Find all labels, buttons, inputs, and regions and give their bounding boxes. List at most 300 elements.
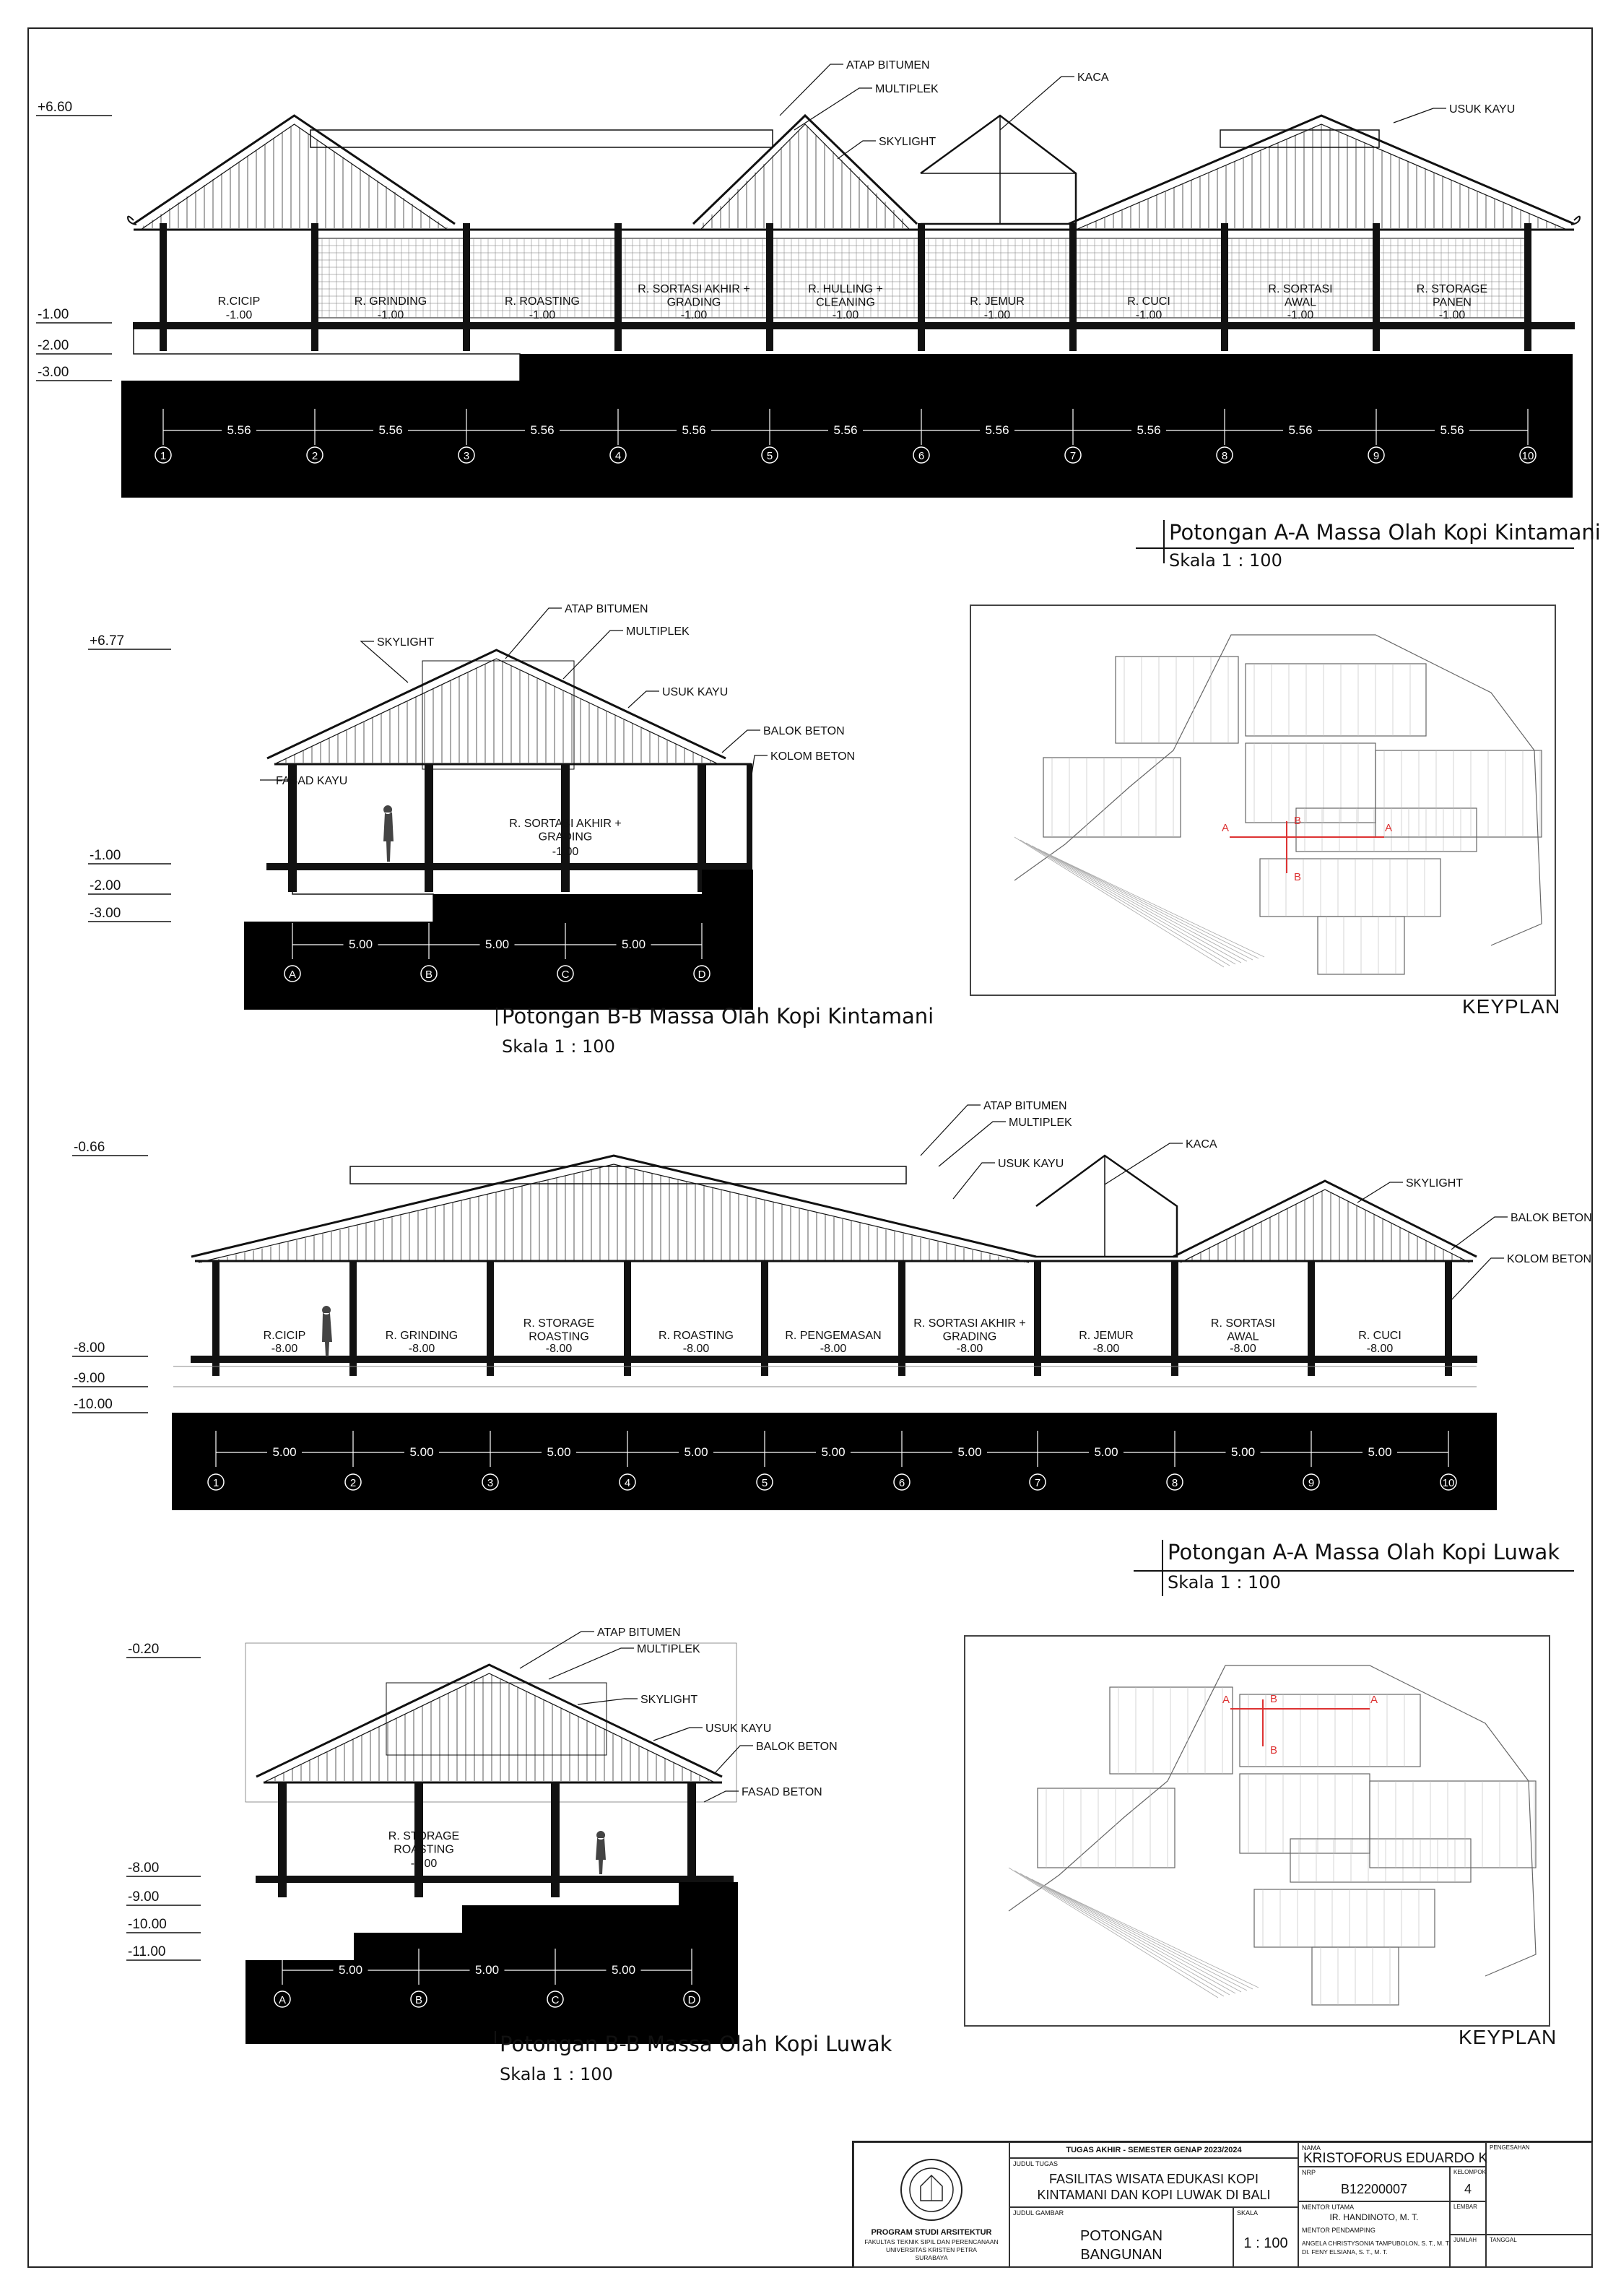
s3-footing xyxy=(625,1362,630,1375)
s4-callout-usuk-kayu: USUK KAYU xyxy=(705,1723,772,1735)
section-aa-kintamani-scale: Skala 1 : 100 xyxy=(1169,550,1282,571)
s1-level-3: -3.00 xyxy=(38,365,69,380)
s3-grid-label: 2 xyxy=(349,1477,357,1489)
s2-callout-kolom-beton-leader xyxy=(751,755,768,780)
tb-university: UNIVERSITAS KRISTEN PETRA xyxy=(886,2246,977,2253)
s4-footing xyxy=(552,1882,559,1897)
section-aa-luwak-title: Potongan A-A Massa Olah Kopi Luwak xyxy=(1168,1540,1560,1564)
keyplan-mark-a: A xyxy=(1221,822,1230,834)
s3-callout-kolom-beton: KOLOM BETON xyxy=(1507,1253,1592,1265)
s2-level-3: -3.00 xyxy=(90,906,121,921)
s3-column xyxy=(899,1261,905,1356)
keyplan-terrace-line xyxy=(1020,840,1230,966)
keyplan-terrace-line xyxy=(1049,1888,1259,1988)
s1-callout-multiplek: MULTIPLEK xyxy=(875,83,939,95)
s3-footing xyxy=(1308,1362,1314,1375)
s1-room-name: R. HULLING + CLEANING xyxy=(808,283,883,309)
s1-ridge-box xyxy=(310,130,773,147)
keyplan-site-outline xyxy=(1014,635,1542,945)
s3-callout-skylight: SKYLIGHT xyxy=(1406,1177,1464,1190)
keyplan-mark-a: A xyxy=(1222,1694,1230,1706)
s1-dim-label: 5.56 xyxy=(378,423,403,437)
s2-ground xyxy=(244,922,753,1010)
s2-dim-label: 5.00 xyxy=(348,937,373,951)
s1-room-name: R. CUCI xyxy=(1127,295,1170,308)
section-bb-luwak-title: Potongan B-B Massa Olah Kopi Luwak xyxy=(500,2032,892,2056)
s2-room-level: -1.00 xyxy=(552,846,579,858)
s4-level-floor: -8.00 xyxy=(128,1860,160,1876)
tb-mentor-cell xyxy=(1298,2201,1450,2268)
s3-column xyxy=(1308,1261,1314,1356)
s1-room-name: R. ROASTING xyxy=(504,295,581,308)
s3-callout-kolom-beton-leader xyxy=(1451,1258,1504,1300)
title-block xyxy=(852,2141,1593,2268)
s1-footing xyxy=(918,329,924,350)
s3-grid-label: 3 xyxy=(487,1477,494,1489)
s4-room-level: -8.00 xyxy=(410,1858,438,1870)
s2-ground-step xyxy=(433,894,753,922)
s4-callout-atap-bitumen: ATAP BITUMEN xyxy=(597,1626,681,1639)
s3-room-name: R. ROASTING xyxy=(658,1330,734,1342)
tb-judul-tugas-2: KINTAMANI DAN KOPI LUWAK DI BALI xyxy=(1037,2188,1271,2202)
tb-pengesahan-label: PENGESAHAN xyxy=(1490,2144,1530,2151)
tb-nama: KRISTOFORUS EDUARDO K xyxy=(1303,2151,1488,2166)
s1-callout-atap-bitumen: ATAP BITUMEN xyxy=(846,59,930,72)
s2-human-figure xyxy=(383,805,394,862)
s4-column xyxy=(688,1782,695,1876)
s4-callout-fasad-beton: FASAD BETON xyxy=(742,1786,822,1798)
s1-column xyxy=(1222,224,1227,323)
s3-floor-slab xyxy=(191,1356,1477,1362)
s1-room-level: -1.00 xyxy=(1438,309,1466,321)
s2-column xyxy=(425,764,433,864)
s2-footing xyxy=(425,870,433,891)
tb-judul-gambar-cell xyxy=(1009,2207,1233,2268)
tb-jumlah-label: JUMLAH xyxy=(1453,2237,1477,2243)
keyplan-terrace-line xyxy=(1026,1876,1235,1993)
tb-nrp-cell xyxy=(1298,2167,1450,2201)
s1-room-level: -1.00 xyxy=(832,309,859,321)
s1-level-top: +6.60 xyxy=(38,100,73,115)
s2-floor-slab xyxy=(267,864,751,870)
s3-room-name: R. PENGEMASAN xyxy=(785,1330,882,1342)
keyplan-terrace-line xyxy=(1014,1871,1224,1996)
s3-column xyxy=(487,1261,493,1356)
section-bb-luwak xyxy=(0,1611,939,2044)
s4-level-4: -11.00 xyxy=(128,1944,166,1959)
keyplan-terrace-line xyxy=(1055,857,1264,957)
keyplan-terrace-line xyxy=(1043,852,1253,960)
s3-dim-label: 5.00 xyxy=(272,1445,297,1459)
s2-callout-balok-beton-leader xyxy=(722,730,760,753)
s3-grid-label: 9 xyxy=(1308,1477,1315,1489)
section-bb-kintamani xyxy=(0,592,939,1026)
s3-column xyxy=(1172,1261,1178,1356)
s3-grid-label: 7 xyxy=(1034,1477,1041,1489)
university-seal-icon xyxy=(899,2157,964,2222)
s4-roof-inner xyxy=(264,1673,715,1782)
tb-tanggal-label: TANGGAL xyxy=(1490,2237,1517,2243)
s3-dim-label: 5.00 xyxy=(957,1445,982,1459)
s2-callout-usuk-kayu-leader xyxy=(628,691,659,708)
s3-room-name: R.CICIP xyxy=(263,1330,306,1342)
s3-callout-kaca: KACA xyxy=(1186,1138,1217,1151)
s3-grid-label: 5 xyxy=(761,1477,768,1489)
s3-roof-left-inner xyxy=(199,1164,1029,1262)
s1-column xyxy=(1070,224,1076,323)
keyplan-terrace-line xyxy=(1020,1873,1230,1995)
s2-footing xyxy=(562,870,569,891)
keyplan-mark-a: A xyxy=(1384,822,1393,834)
s4-level-3: -10.00 xyxy=(128,1917,167,1932)
s1-grid-label: 5 xyxy=(766,450,773,462)
s1-footing xyxy=(615,329,621,350)
keyplan-building-block xyxy=(1246,664,1426,736)
s3-room-level: -8.00 xyxy=(545,1343,573,1355)
keyplan-1 xyxy=(970,605,1556,996)
s2-column xyxy=(698,764,705,864)
s1-room-name: R. GRINDING xyxy=(354,295,427,308)
tb-skala-label: SKALA xyxy=(1237,2209,1259,2217)
s1-footing xyxy=(767,329,773,350)
s1-grid-label: 10 xyxy=(1521,450,1534,462)
s4-grid-label: A xyxy=(278,1994,287,2006)
keyplan-building-block xyxy=(1240,1774,1370,1853)
tb-skala-cell xyxy=(1233,2207,1298,2268)
s3-roof-right xyxy=(1173,1181,1477,1257)
tb-kelompok-cell xyxy=(1450,2167,1486,2201)
s1-terrace-line xyxy=(134,329,520,381)
s4-callout-multiplek: MULTIPLEK xyxy=(637,1643,700,1655)
keyplan-2-label: KEYPLAN xyxy=(1459,2026,1557,2048)
s1-kaca-gable xyxy=(921,116,1076,224)
s3-dim-label: 5.00 xyxy=(684,1445,708,1459)
s3-column xyxy=(625,1261,630,1356)
s3-room-level: -8.00 xyxy=(1230,1343,1256,1355)
tb-judul-gambar-label: JUDUL GAMBAR xyxy=(1013,2209,1064,2217)
s3-callout-balok-beton-leader xyxy=(1451,1217,1508,1249)
s2-level-top: +6.77 xyxy=(90,633,125,649)
s3-level-2: -9.00 xyxy=(74,1371,105,1386)
s4-room-name: R. STORAGE ROASTING xyxy=(388,1830,460,1856)
s1-dim-label: 5.56 xyxy=(833,423,858,437)
keyplan-building-block xyxy=(1110,1687,1233,1774)
tb-lembar-label: LEMBAR xyxy=(1453,2204,1477,2210)
tb-judul-tugas-1: FASILITAS WISATA EDUKASI KOPI xyxy=(1048,2172,1259,2186)
s1-room-name: R. SORTASI AWAL xyxy=(1268,283,1333,309)
keyplan-terrace-line xyxy=(1026,843,1235,964)
tb-city: SURABAYA xyxy=(915,2254,948,2261)
keyplan-building-block xyxy=(1254,1889,1435,1947)
tb-tanggal-cell xyxy=(1486,2235,1593,2268)
s1-dim-label: 5.56 xyxy=(985,423,1009,437)
s1-room-name: R. JEMUR xyxy=(970,295,1025,308)
s1-grid-label: 2 xyxy=(311,450,318,462)
s1-dim-label: 5.56 xyxy=(682,423,706,437)
s4-grid-label: B xyxy=(414,1994,423,2006)
s4-level-2: -9.00 xyxy=(128,1889,160,1905)
keyplan-terrace-line xyxy=(1038,1882,1247,1990)
s4-roof xyxy=(256,1665,722,1777)
tb-mentor-utama: IR. HANDINOTO, M. T. xyxy=(1329,2212,1419,2222)
keyplan-terrace-line xyxy=(1038,849,1247,961)
tb-lembar-cell xyxy=(1450,2201,1486,2235)
keyplan-1-label: KEYPLAN xyxy=(1462,995,1561,1018)
s2-callout-multiplek: MULTIPLEK xyxy=(626,625,690,638)
s3-roof-left xyxy=(191,1156,1036,1257)
s3-column xyxy=(1035,1261,1040,1356)
s1-footing xyxy=(1525,329,1531,350)
s1-room-level: -1.00 xyxy=(225,309,253,321)
tb-jumlah-cell xyxy=(1450,2235,1486,2268)
tb-nrp: B12200007 xyxy=(1340,2182,1408,2196)
s3-footing xyxy=(1035,1362,1040,1375)
s2-level-2: -2.00 xyxy=(90,878,121,893)
s1-dim-label: 5.56 xyxy=(227,423,251,437)
keyplan-building-block xyxy=(1370,1781,1536,1868)
s1-callout-usuk-kayu: USUK KAYU xyxy=(1449,103,1516,116)
s1-grid-label: 7 xyxy=(1069,450,1077,462)
s3-level-floor: -8.00 xyxy=(74,1340,105,1356)
s1-room-name: R.CICIP xyxy=(217,295,261,308)
s3-level-3: -10.00 xyxy=(74,1397,113,1412)
keyplan-terrace-line xyxy=(1014,837,1224,967)
s3-column xyxy=(213,1261,219,1356)
tb-judul-gambar-1: POTONGAN xyxy=(1079,2228,1163,2244)
s1-grid-label: 8 xyxy=(1221,450,1228,462)
s1-floor-slab xyxy=(134,323,1574,329)
s4-callout-atap-bitumen-leader xyxy=(520,1632,594,1668)
s1-column xyxy=(1525,224,1531,323)
s3-footing xyxy=(899,1362,905,1375)
s3-room-level: -8.00 xyxy=(271,1343,298,1355)
s4-column xyxy=(552,1782,559,1876)
tb-logo-cell xyxy=(853,2142,1009,2268)
tb-mentor-pendamping-1: ANGELA CHRISTYSONIA TAMPUBOLON, S. T., M. T. xyxy=(1302,2240,1451,2247)
s3-kaca-gable xyxy=(1036,1156,1177,1257)
keyplan-building-block xyxy=(1290,1839,1471,1882)
s1-room-level: -1.00 xyxy=(680,309,708,321)
keyplan-mark-b: B xyxy=(1294,815,1302,827)
s3-footing xyxy=(487,1362,493,1375)
section-aa-luwak xyxy=(0,1083,1621,1618)
s3-room-name: R. JEMUR xyxy=(1079,1330,1134,1342)
s1-level-2: -2.00 xyxy=(38,338,69,353)
s4-callout-multiplek-leader xyxy=(549,1648,634,1679)
keyplan-terrace-line xyxy=(1009,1868,1218,1998)
s2-dim-label: 5.00 xyxy=(484,937,510,951)
s1-column xyxy=(464,224,469,323)
s1-callout-kaca-leader xyxy=(1000,77,1074,130)
s3-room-name: R. STORAGE ROASTING xyxy=(523,1317,595,1343)
tb-nama-cell xyxy=(1298,2142,1486,2167)
s2-callout-skylight-rev: SKYLIGHT xyxy=(377,636,435,649)
tb-pengesahan-cell xyxy=(1486,2142,1593,2235)
s3-dim-label: 5.00 xyxy=(1094,1445,1118,1459)
s3-dim-label: 5.00 xyxy=(1368,1445,1392,1459)
tb-judul-gambar-2: BANGUNAN xyxy=(1080,2247,1162,2263)
section-bb-kintamani-title: Potongan B-B Massa Olah Kopi Kintamani xyxy=(502,1004,934,1028)
s3-room-name: R. CUCI xyxy=(1358,1330,1401,1342)
s3-column xyxy=(350,1261,356,1356)
tb-nama-label: NAMA xyxy=(1302,2144,1321,2152)
s1-room-level: -1.00 xyxy=(983,309,1011,321)
s1-grid-label: 6 xyxy=(918,450,925,462)
tb-mentor-utama-label: MENTOR UTAMA xyxy=(1302,2204,1355,2211)
s4-footing xyxy=(415,1882,422,1897)
s2-kolom-beton xyxy=(747,764,752,880)
tb-nrp-label: NRP xyxy=(1302,2169,1316,2176)
s3-grid-label: 6 xyxy=(898,1477,905,1489)
s2-ground-step-2 xyxy=(702,870,753,894)
s2-grid-label: D xyxy=(697,969,706,981)
s1-grid-label: 1 xyxy=(160,450,167,462)
s1-dim-label: 5.56 xyxy=(530,423,555,437)
s4-ridge-frame xyxy=(386,1683,607,1755)
s3-callout-atap-bitumen: ATAP BITUMEN xyxy=(983,1100,1067,1112)
s4-callout-usuk-kayu-leader xyxy=(653,1728,703,1741)
s3-grid-label: 10 xyxy=(1442,1477,1455,1489)
s1-footing xyxy=(312,329,318,350)
keyplan-site-outline xyxy=(1009,1665,1536,1976)
s4-human-figure xyxy=(596,1831,606,1874)
s4-footing xyxy=(279,1882,286,1897)
s2-callout-usuk-kayu: USUK KAYU xyxy=(662,686,729,698)
s4-dim-label: 5.00 xyxy=(474,1963,500,1977)
s2-dim-label: 5.00 xyxy=(621,937,646,951)
s1-footing xyxy=(1373,329,1379,350)
s3-level-top: -0.66 xyxy=(74,1140,105,1155)
s1-grid-label: 9 xyxy=(1373,450,1380,462)
s3-room-level: -8.00 xyxy=(1092,1343,1120,1355)
s1-room-level: -1.00 xyxy=(1287,309,1314,321)
tb-skala: 1 : 100 xyxy=(1243,2235,1288,2251)
s3-room-name: R. GRINDING xyxy=(385,1330,459,1342)
s1-room-level: -1.00 xyxy=(529,309,556,321)
s2-terrace-line xyxy=(292,870,433,922)
tb-judul-tugas-cell xyxy=(1009,2158,1298,2207)
tb-faculty: FAKULTAS TEKNIK SIPIL DAN PERENCANAAN xyxy=(864,2238,999,2245)
keyplan-mark-b: B xyxy=(1294,871,1302,883)
s2-callout-kolom-beton: KOLOM BETON xyxy=(770,750,856,763)
section-aa-kintamani-title: Potongan A-A Massa Olah Kopi Kintamani xyxy=(1169,520,1601,545)
s3-room-level: -8.00 xyxy=(820,1343,847,1355)
keyplan-mark-b: B xyxy=(1270,1744,1278,1756)
s4-dim-label: 5.00 xyxy=(611,1963,636,1977)
s1-room-name: R. SORTASI AKHIR + GRADING xyxy=(638,283,750,309)
s2-callout-multiplek-leader xyxy=(563,631,623,679)
s1-column xyxy=(1373,224,1379,323)
s1-grid-label: 3 xyxy=(463,450,470,462)
s4-background-frame xyxy=(245,1643,736,1802)
s3-footing xyxy=(1172,1362,1178,1375)
s3-grid-label: 8 xyxy=(1171,1477,1178,1489)
keyplan-mark-b: B xyxy=(1270,1693,1278,1705)
s1-callout-skylight: SKYLIGHT xyxy=(879,136,936,148)
s1-callout-usuk-kayu-leader xyxy=(1394,108,1446,123)
s1-callout-atap-bitumen-leader xyxy=(780,64,843,116)
s4-grid-label: D xyxy=(687,1994,696,2006)
tb-program: PROGRAM STUDI ARSITEKTUR xyxy=(871,2228,992,2237)
keyplan-building-block xyxy=(1116,657,1238,743)
s2-callout-atap-bitumen: ATAP BITUMEN xyxy=(565,603,648,615)
s4-dim-label: 5.00 xyxy=(338,1963,363,1977)
tb-header: TUGAS AKHIR - SEMESTER GENAP 2023/2024 xyxy=(1066,2146,1242,2154)
s3-column xyxy=(762,1261,768,1356)
s4-callout-balok-beton-leader xyxy=(715,1746,753,1773)
keyplan-terrace-line xyxy=(1032,846,1241,963)
s1-callout-skylight-leader xyxy=(838,141,876,159)
s1-room-level: -1.00 xyxy=(377,309,404,321)
s3-room-level: -8.00 xyxy=(408,1343,435,1355)
s4-callout-skylight: SKYLIGHT xyxy=(640,1694,698,1706)
s4-level-top: -0.20 xyxy=(128,1642,160,1657)
section-bb-kintamani-scale: Skala 1 : 100 xyxy=(502,1036,615,1057)
s3-room-level: -8.00 xyxy=(956,1343,983,1355)
s1-column xyxy=(615,224,621,323)
s2-callout-balok-beton: BALOK BETON xyxy=(763,725,845,737)
s1-grid-label: 4 xyxy=(614,450,622,462)
keyplan-terrace-line xyxy=(1049,854,1259,958)
keyplan-building-block xyxy=(1246,743,1376,823)
s1-dim-label: 5.56 xyxy=(1137,423,1161,437)
s3-dim-label: 5.00 xyxy=(1230,1445,1256,1459)
s2-callout-fasad-kayu: FASAD KAYU xyxy=(276,775,348,787)
s3-human-figure xyxy=(322,1306,332,1356)
tb-judul-tugas-label: JUDUL TUGAS xyxy=(1013,2160,1059,2167)
s1-roof-left xyxy=(134,116,455,224)
tb-header-cell xyxy=(1009,2142,1298,2158)
s1-callout-kaca: KACA xyxy=(1077,72,1109,84)
keyplan-building-block xyxy=(1038,1788,1175,1868)
keyplan-building-block xyxy=(1240,1694,1420,1767)
s2-level-floor: -1.00 xyxy=(90,848,121,863)
s3-callout-atap-bitumen-leader xyxy=(921,1105,981,1156)
s2-room-name: R. SORTASI AKHIR + GRADING xyxy=(509,818,622,844)
s3-room-level: -8.00 xyxy=(682,1343,710,1355)
s3-dim-label: 5.00 xyxy=(409,1445,434,1459)
s4-grid-label: C xyxy=(551,1994,560,2006)
s1-level-floor: -1.00 xyxy=(38,307,69,322)
s4-callout-fasad-beton-leader xyxy=(704,1791,739,1802)
s3-callout-balok-beton: BALOK BETON xyxy=(1511,1212,1592,1224)
s4-callout-skylight-leader xyxy=(578,1699,638,1704)
s1-footing xyxy=(1222,329,1227,350)
s3-grid-label: 1 xyxy=(212,1477,220,1489)
s3-room-level: -8.00 xyxy=(1366,1343,1394,1355)
s1-column xyxy=(918,224,924,323)
tb-kelompok-label: KELOMPOK xyxy=(1453,2169,1486,2175)
s3-footing xyxy=(762,1362,768,1375)
keyplan-building-block xyxy=(1376,750,1542,837)
keyplan-mark-a: A xyxy=(1370,1694,1378,1706)
s2-grid-label: A xyxy=(288,969,297,981)
s1-callout-multiplek-leader xyxy=(794,88,872,130)
s1-dim-label: 5.56 xyxy=(1288,423,1313,437)
s4-column xyxy=(279,1782,286,1876)
s1-roof-mid xyxy=(693,116,917,224)
s3-dim-label: 5.00 xyxy=(821,1445,846,1459)
tb-mentor-pendamping-label: MENTOR PENDAMPING xyxy=(1302,2227,1376,2234)
s3-callout-usuk-kayu-leader xyxy=(953,1163,995,1199)
keyplan-2-drawing xyxy=(965,1637,1549,2025)
s3-room-name: R. SORTASI AKHIR + GRADING xyxy=(913,1317,1026,1343)
s1-footing xyxy=(1070,329,1076,350)
s1-column xyxy=(312,224,318,323)
s1-ground-step xyxy=(520,354,1573,381)
s2-callout-atap-bitumen-leader xyxy=(505,608,562,659)
section-bb-luwak-scale: Skala 1 : 100 xyxy=(500,2064,613,2084)
